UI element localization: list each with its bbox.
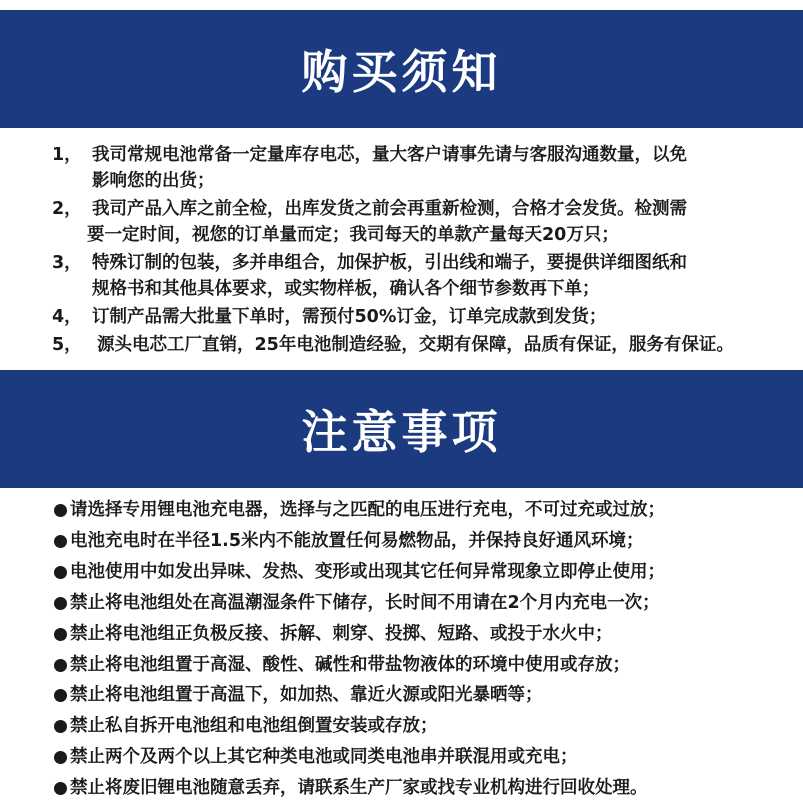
item-text: 请选择专用锂电池充电器，选择与之匹配的电压进行充电，不可过充或过放； xyxy=(70,500,665,520)
list-item xyxy=(54,654,630,676)
bullet-icon xyxy=(54,720,67,733)
list-item xyxy=(54,746,578,768)
list-item xyxy=(54,684,543,706)
item-text: 禁止将废旧锂电池随意丢弃，请联系生产厂家或找专业机构进行回收处理。 xyxy=(70,778,648,798)
item-text: 禁止两个及两个以上其它种类电池或同类电池串并联混用或充电； xyxy=(70,747,578,767)
bullet-icon xyxy=(54,504,67,517)
list-item xyxy=(54,623,613,645)
item-number: 1， xyxy=(52,145,82,165)
item-text: 源头电芯工厂直销，25年电池制造经验，交期有保障，品质有保证，服务有保证。 xyxy=(97,335,734,355)
purchase-title: 购买须知 xyxy=(301,45,502,99)
item-text: 影响您的出货； xyxy=(92,171,215,191)
list-item xyxy=(54,530,644,552)
item-text: 我司常规电池常备一定量库存电芯，量大客户请事先请与客服沟通数量，以免 xyxy=(92,145,687,165)
purchase-banner xyxy=(0,10,803,128)
bullet-icon xyxy=(54,659,67,672)
item-text: 我司产品入库之前全检，出库发货之前会再重新检测，合格才会发货。检测需 xyxy=(92,199,687,219)
item-text: 规格书和其他具体要求，或实物样板，确认各个细节参数再下单； xyxy=(92,279,600,299)
list-item xyxy=(54,715,438,737)
list-item xyxy=(54,777,648,799)
bullet-icon xyxy=(54,535,67,548)
bullet-icon xyxy=(54,689,67,702)
item-number: 5， xyxy=(52,335,82,355)
bullet-icon xyxy=(54,597,67,610)
item-text: 订制产品需大批量下单时，需预付50%订金，订单完成款到发货； xyxy=(92,307,607,327)
bullet-icon xyxy=(54,782,67,795)
bullet-icon xyxy=(54,628,67,641)
item-number: 4， xyxy=(52,307,82,327)
item-number: 3， xyxy=(52,253,82,273)
notice-title: 注意事项 xyxy=(301,405,502,459)
item-text: 电池使用中如发出异味、发热、变形或出现其它任何异常现象立即停止使用； xyxy=(70,562,665,582)
item-text: 禁止将电池组正负极反接、拆解、刺穿、投掷、短路、或投于水火中； xyxy=(70,624,613,644)
item-text: 禁止将电池组置于高温下，如加热、靠近火源或阳光暴晒等； xyxy=(70,685,543,705)
bullet-icon xyxy=(54,751,67,764)
list-item xyxy=(54,499,665,521)
item-text: 电池充电时在半径1.5米内不能放置任何易燃物品，并保持良好通风环境； xyxy=(70,531,644,551)
item-text: 要一定时间，视您的订单量而定；我司每天的单款产量每天20万只； xyxy=(87,225,619,245)
item-text: 特殊订制的包装，多并串组合，加保护板，引出线和端子，要提供详细图纸和 xyxy=(92,253,687,273)
bullet-icon xyxy=(54,566,67,579)
item-text: 禁止将电池组处在高温潮湿条件下储存，长时间不用请在2个月内充电一次； xyxy=(70,593,660,613)
item-number: 2， xyxy=(52,199,82,219)
notice-banner xyxy=(0,370,803,488)
item-text: 禁止私自拆开电池组和电池组倒置安装或存放； xyxy=(70,716,438,736)
item-text: 禁止将电池组置于高湿、酸性、碱性和带盐物液体的环境中使用或存放； xyxy=(70,655,630,675)
list-item xyxy=(54,561,665,583)
list-item xyxy=(54,592,660,614)
